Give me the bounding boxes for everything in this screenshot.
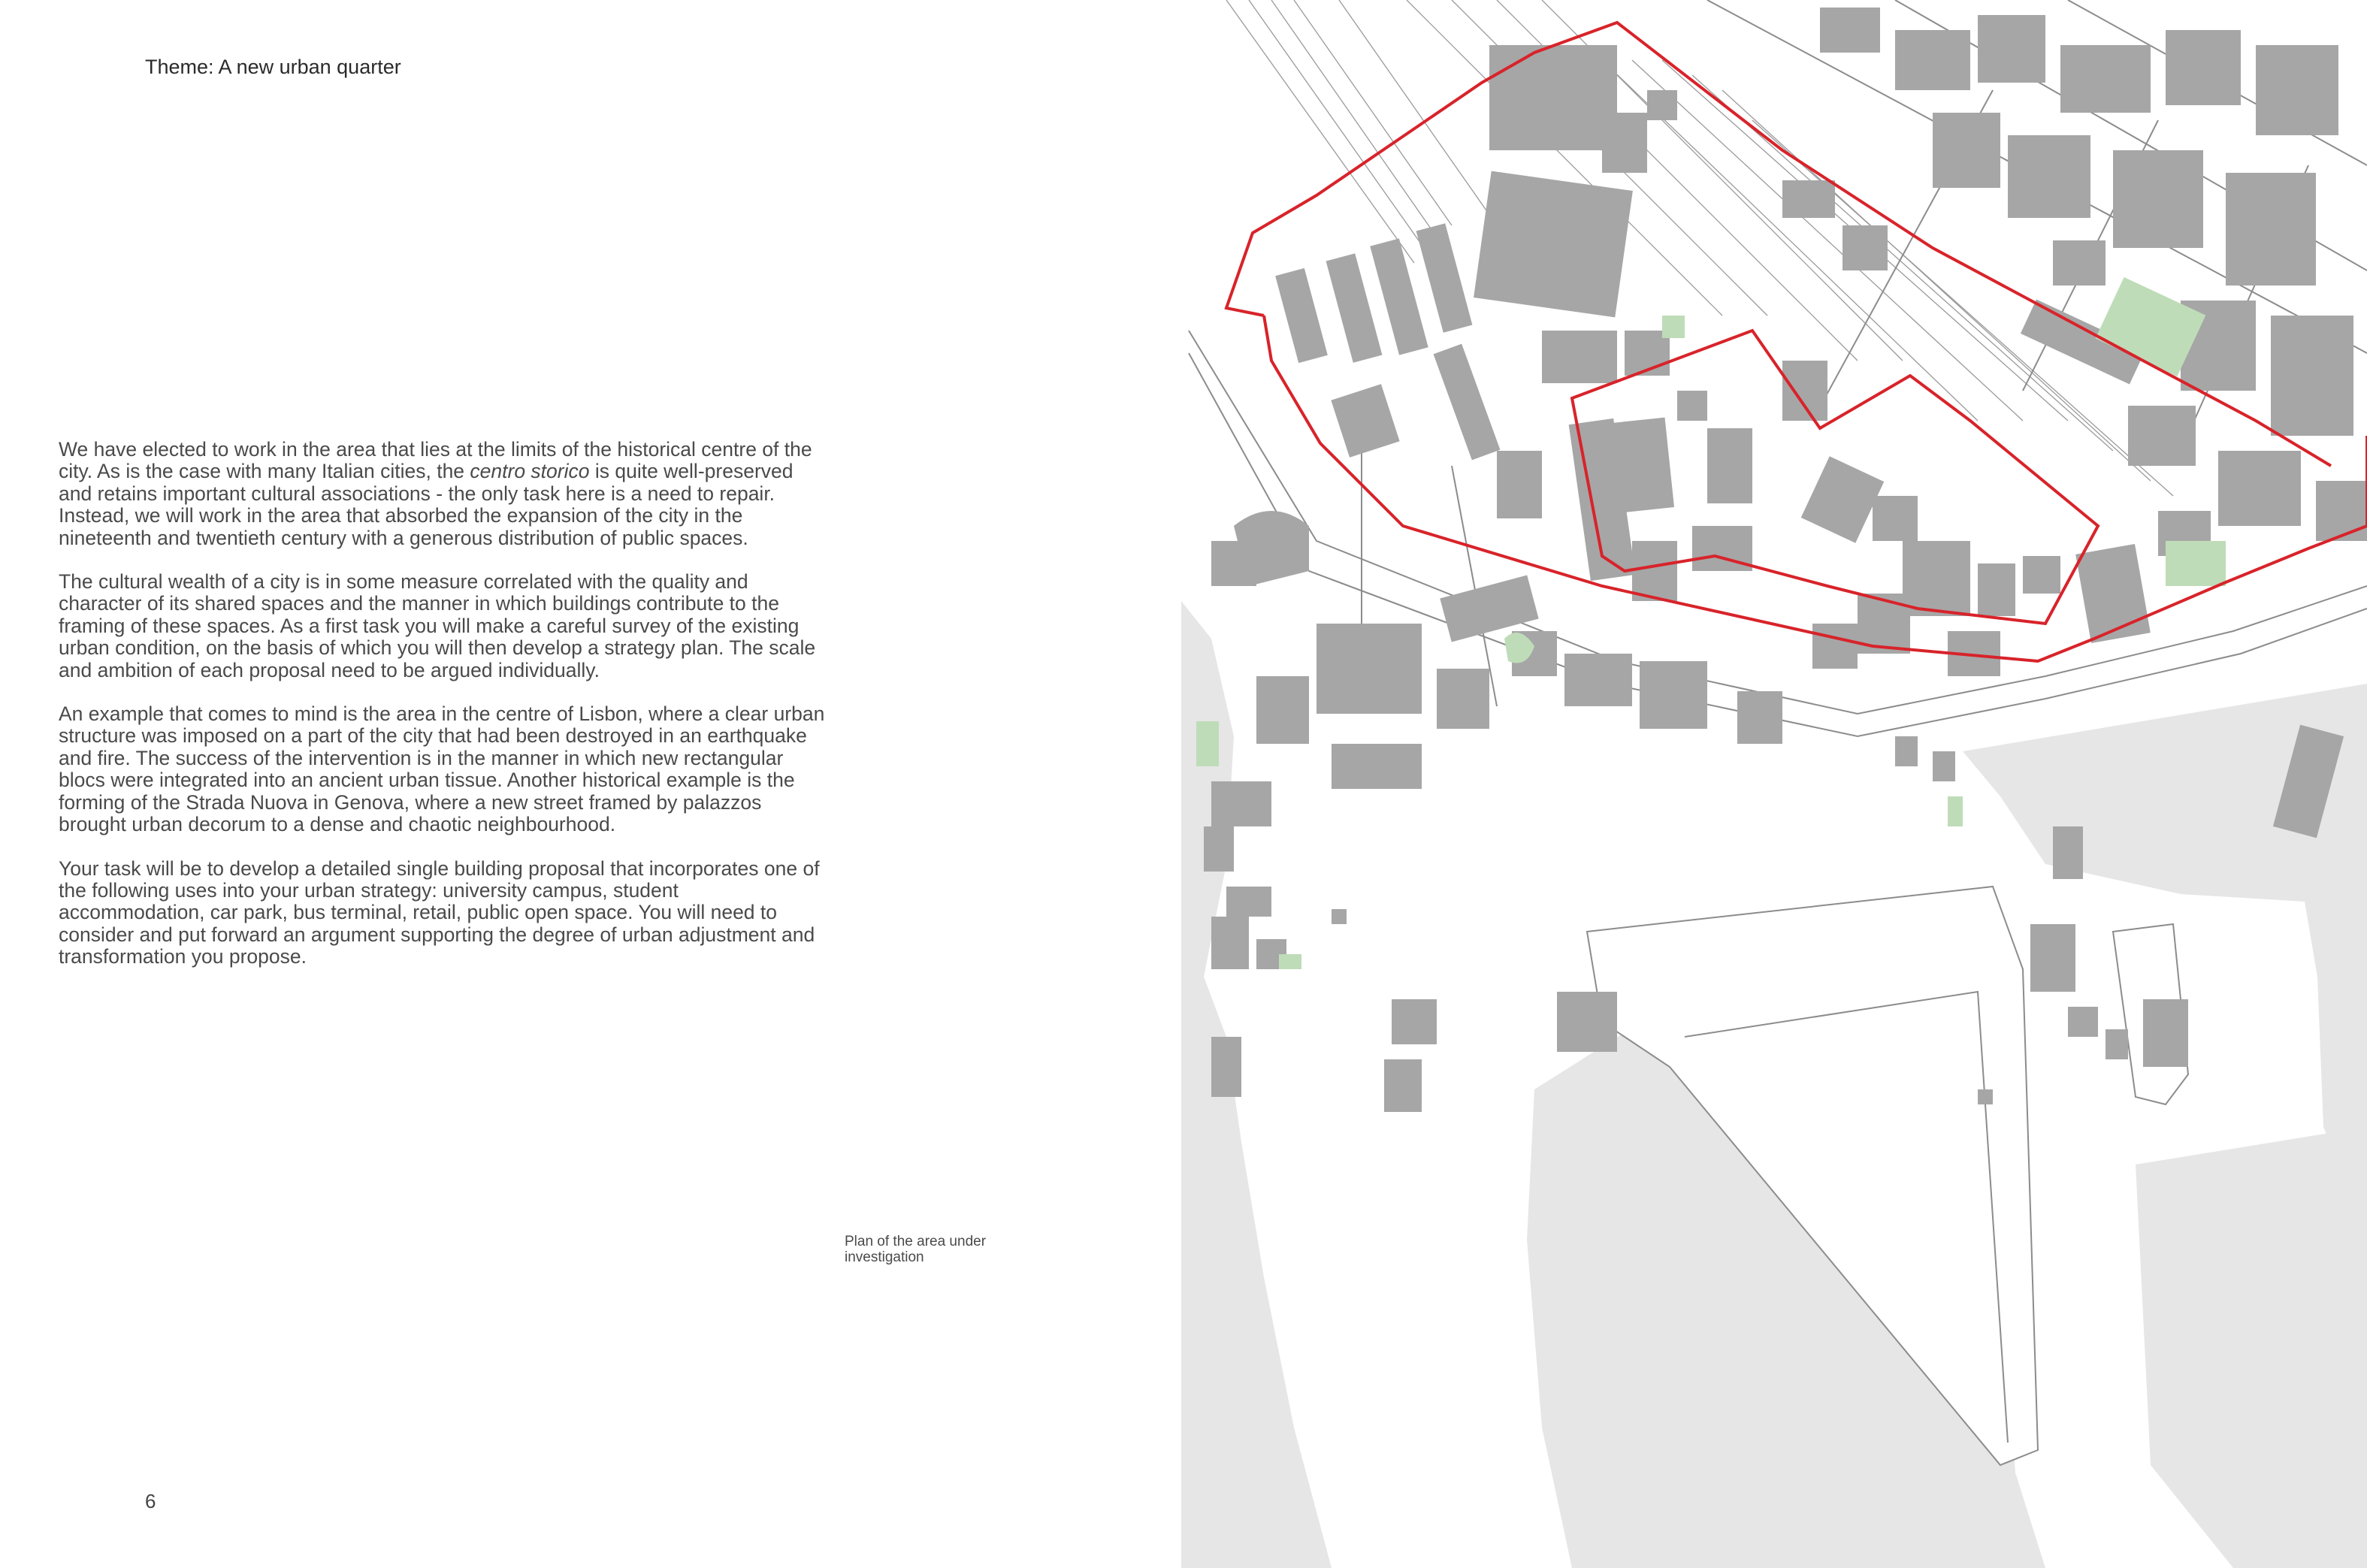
rail-line bbox=[1249, 0, 1429, 255]
building bbox=[2053, 240, 2106, 286]
building bbox=[2060, 45, 2151, 113]
building bbox=[2075, 544, 2151, 643]
building bbox=[1416, 223, 1473, 333]
rail-line bbox=[1692, 75, 2113, 451]
building bbox=[1782, 361, 1827, 421]
left-page bbox=[0, 0, 1181, 1568]
building bbox=[2068, 1007, 2098, 1037]
building bbox=[1326, 253, 1383, 363]
building bbox=[2106, 1029, 2128, 1059]
building bbox=[1933, 751, 1955, 781]
building bbox=[1812, 624, 1858, 669]
site-plan-map bbox=[1181, 0, 2367, 1568]
building bbox=[1204, 826, 1234, 872]
building bbox=[1256, 676, 1309, 744]
harbour-water-south bbox=[2136, 1127, 2367, 1568]
building bbox=[1370, 238, 1428, 355]
building bbox=[2030, 924, 2075, 992]
building bbox=[1434, 344, 1501, 461]
building bbox=[1332, 744, 1422, 789]
building bbox=[2316, 481, 2367, 541]
building bbox=[1602, 113, 1647, 173]
building bbox=[2226, 173, 2316, 286]
park bbox=[2166, 541, 2226, 586]
paragraph-1-start: We have elected to work in the area that lies at the limits of the historical centre of the city. As is the case with many Italian cities, the bbox=[59, 438, 812, 483]
building bbox=[1903, 541, 1970, 616]
building bbox=[2143, 999, 2188, 1067]
building bbox=[1647, 90, 1677, 120]
map-caption: Plan of the area under investigation bbox=[845, 1234, 987, 1265]
building bbox=[1978, 563, 2015, 616]
building bbox=[1782, 180, 1835, 218]
centro-storico-term: centro storico bbox=[470, 460, 590, 483]
park bbox=[1662, 316, 1685, 338]
paragraph-3: An example that comes to mind is the area in the centre of Lisbon, where a clear urban structure was imposed on a part of the city that had been destroyed in an earthquake and fire. The success of the intervention is in the manner in which new rectangular blocs were integrated into an ancient urban tissue. Another historical example is the forming of the Strada Nuova in Genova, where a new street framed by palazzos brought urban decorum to a dense and chaotic neighbourhood. bbox=[59, 702, 825, 836]
building bbox=[1557, 992, 1617, 1052]
building bbox=[1211, 781, 1271, 826]
building bbox=[1978, 15, 2045, 83]
site-plan-svg bbox=[1181, 0, 2367, 1568]
building bbox=[2218, 451, 2301, 526]
building bbox=[1801, 456, 1885, 542]
park bbox=[1948, 796, 1963, 826]
building bbox=[1933, 113, 2000, 188]
rail-line bbox=[1271, 0, 1444, 248]
building bbox=[2271, 316, 2353, 436]
building bbox=[1873, 496, 1918, 541]
paragraph-1-end: is quite well-preserved and retains important cultural associations - the only task here is a need to repair. Instead, we will work in the area that absorbed the expansion of the city in the nineteenth and twentieth century with a generous distribution of public spaces. bbox=[59, 460, 794, 549]
building bbox=[1640, 661, 1707, 729]
park bbox=[1279, 954, 1301, 969]
building bbox=[1275, 268, 1328, 363]
paragraph-1 bbox=[59, 439, 825, 549]
building bbox=[1737, 691, 1782, 744]
building bbox=[1474, 171, 1633, 318]
building bbox=[1820, 8, 1880, 53]
building bbox=[1677, 391, 1707, 421]
building bbox=[2166, 30, 2241, 105]
page-number: 6 bbox=[145, 1490, 156, 1512]
building bbox=[1384, 1059, 1422, 1112]
building bbox=[1497, 451, 1542, 518]
building bbox=[1489, 45, 1617, 150]
building bbox=[1632, 541, 1677, 601]
building bbox=[2113, 150, 2203, 248]
building bbox=[1226, 887, 1271, 917]
building bbox=[1317, 624, 1422, 714]
theme-heading: Theme: A new urban quarter bbox=[145, 56, 401, 78]
building bbox=[1564, 654, 1632, 706]
building bbox=[2023, 556, 2060, 594]
building bbox=[1895, 30, 1970, 90]
building bbox=[1542, 331, 1617, 383]
building bbox=[2053, 826, 2083, 879]
building bbox=[1392, 999, 1437, 1044]
rail-line bbox=[1294, 0, 1452, 225]
building bbox=[1437, 669, 1489, 729]
building bbox=[1211, 917, 1249, 969]
paragraph-2: The cultural wealth of a city is in some measure correlated with the quality and character of its shared spaces and the manner in which buildings contribute to the framing of these spaces. As a first task you will make a careful survey of the existing urban condition, on the basis of which you will then develop a strategy plan. The scale and ambition of each proposal need to be argued individually. bbox=[59, 570, 816, 681]
building bbox=[1332, 909, 1347, 924]
building bbox=[2256, 45, 2338, 135]
building bbox=[1843, 225, 1888, 270]
building bbox=[1331, 384, 1399, 458]
body-text bbox=[59, 439, 825, 990]
building bbox=[1707, 428, 1752, 503]
paragraph-4: Your task will be to develop a detailed single building proposal that incorporates one of the following uses into your urban strategy: university campus, student accommodation, car park, bus terminal, retail, public open space. You will need to consider and put forward an argument supporting the degree of urban adjustment and transformation you propose. bbox=[59, 857, 820, 968]
building bbox=[1978, 1089, 1993, 1104]
building bbox=[1895, 736, 1918, 766]
building bbox=[2008, 135, 2090, 218]
park bbox=[1196, 721, 1219, 766]
building bbox=[1211, 1037, 1241, 1097]
building bbox=[2128, 406, 2196, 466]
